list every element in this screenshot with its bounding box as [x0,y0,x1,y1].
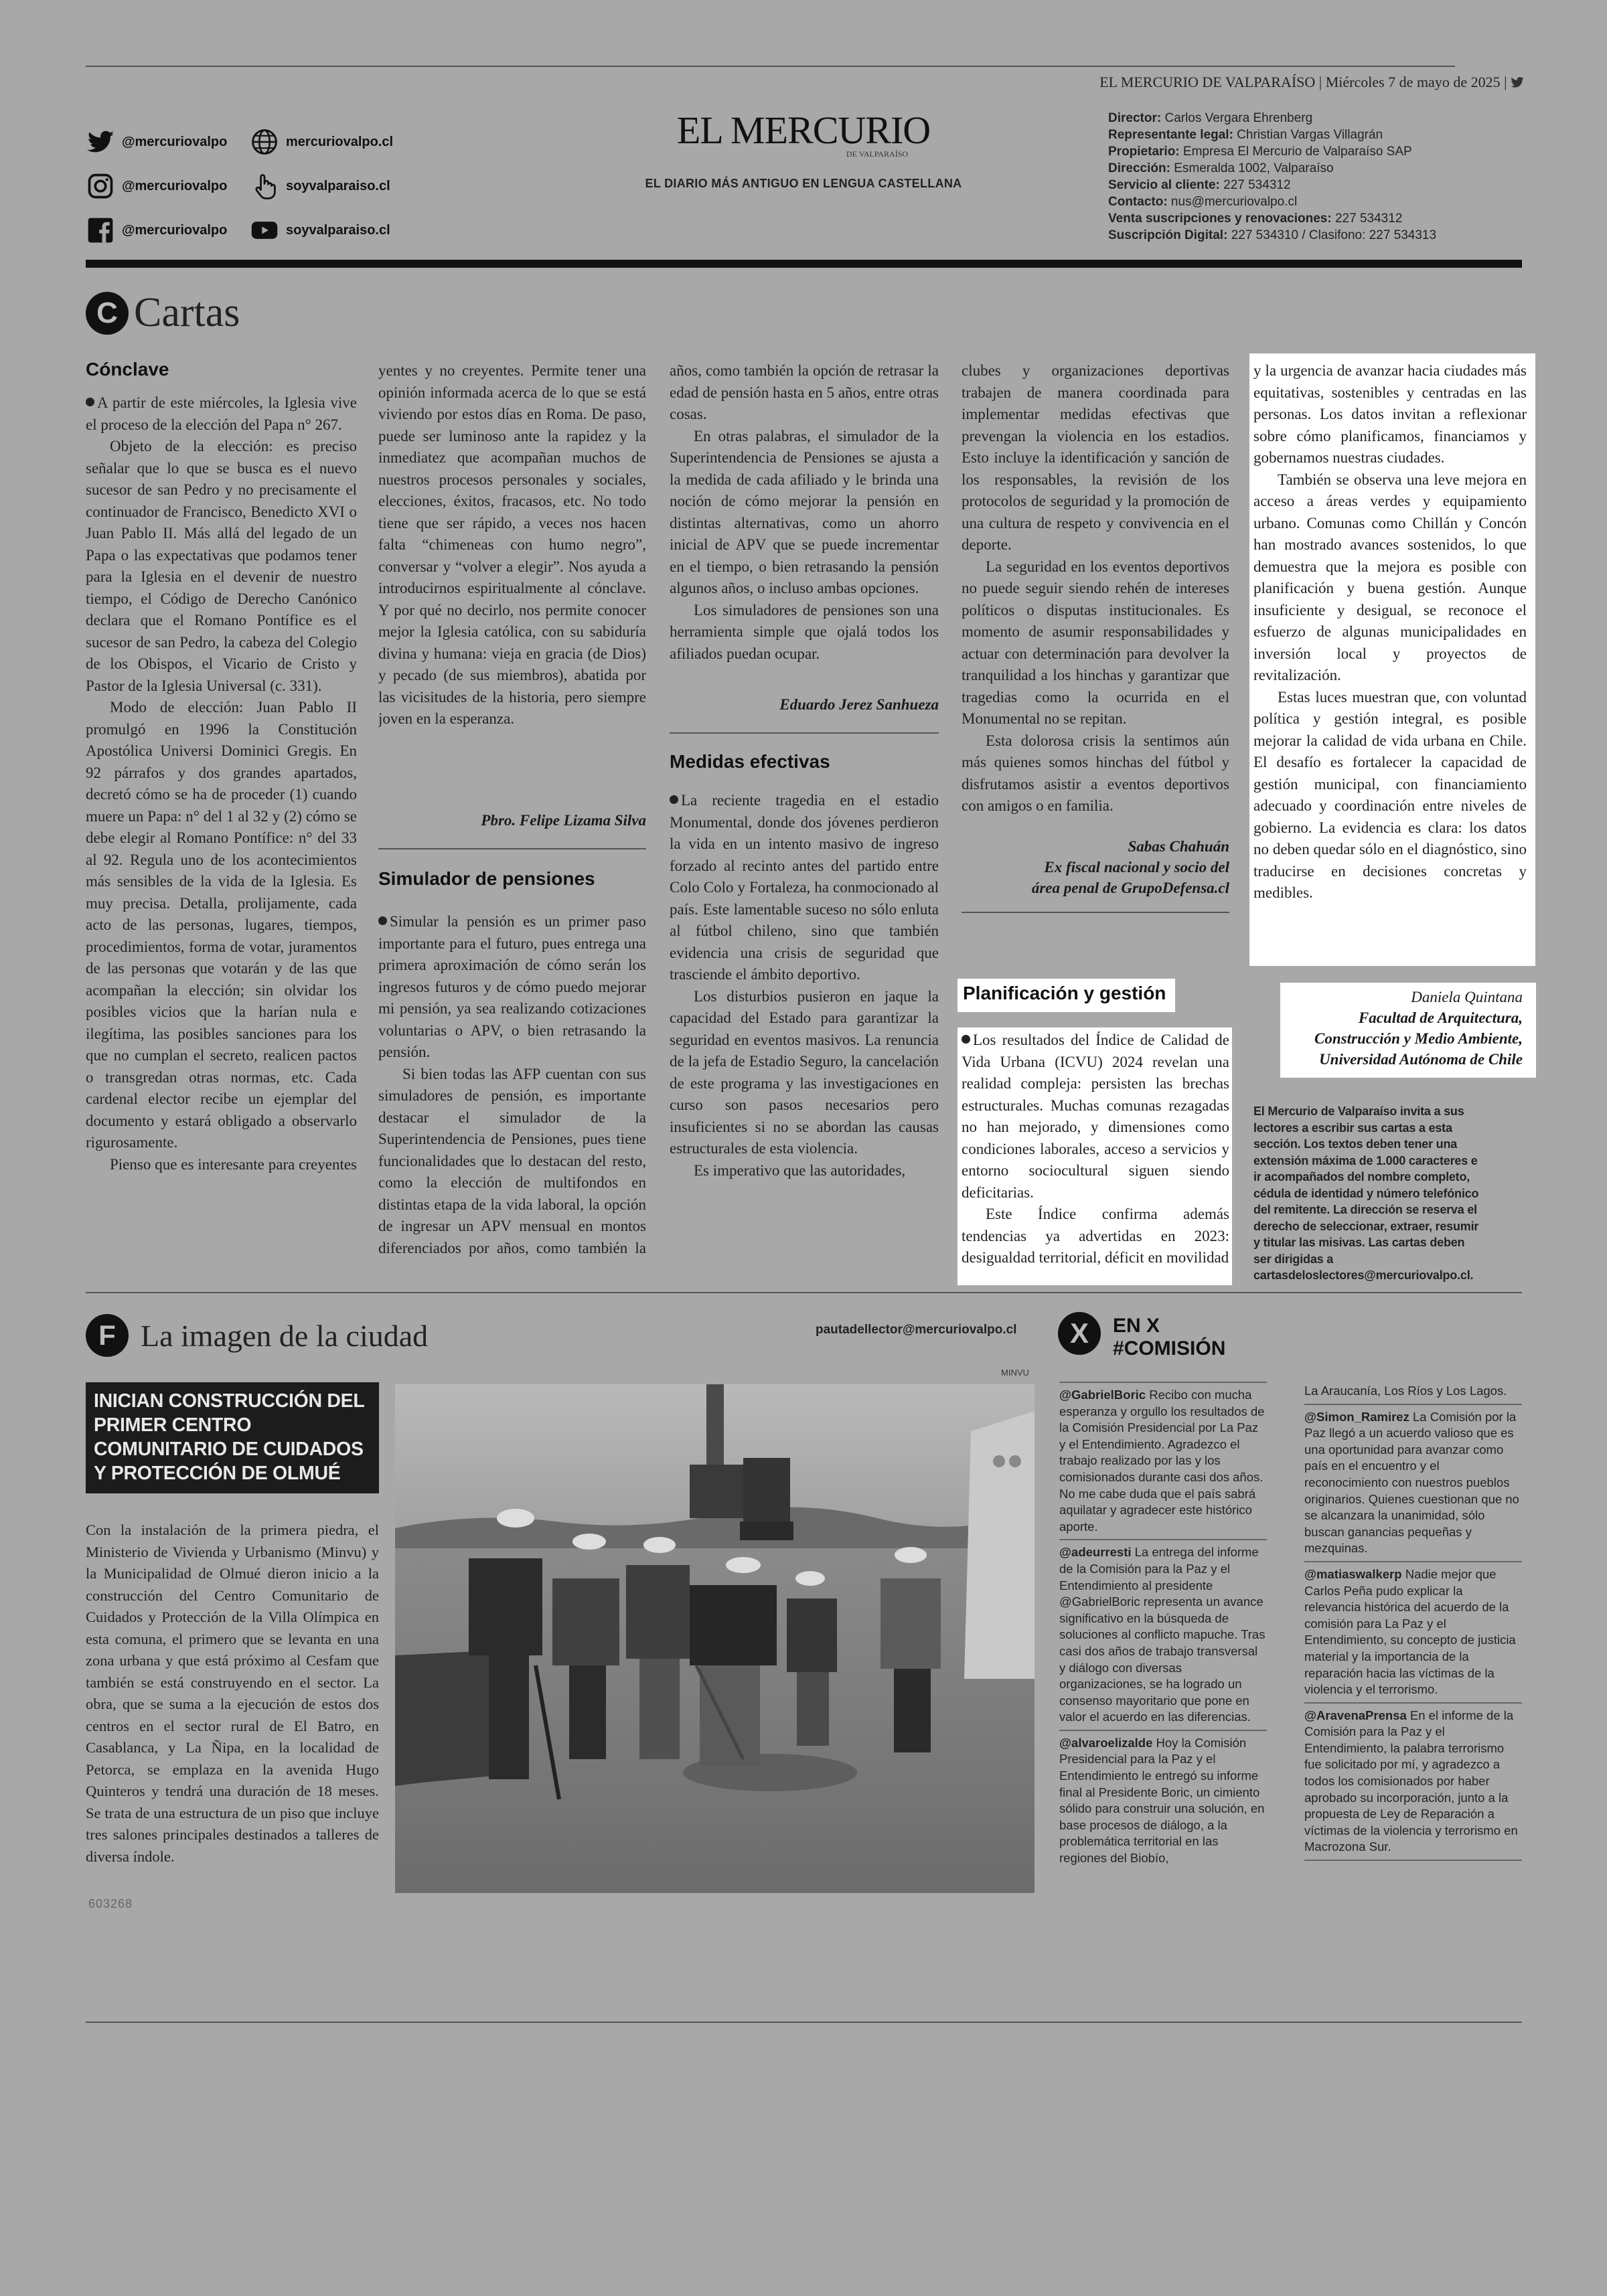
section-divider [86,1292,1522,1293]
x-post: @alvaroelizalde Hoy la Comisión Presidencial para la Paz y el Entendimiento le entregó su informe final al Presidente Boric, un cimiento sólido para construir una solución, en base procesos de diálogo, a la problemática territorial en las regiones del Biobío, [1059,1735,1265,1866]
x-section-header [1058,1312,1225,1360]
letter-signature: Sabas Chahuán Ex fiscal nacional y socio del área penal de GrupoDefensa.cl [1031,837,1229,896]
social-facebook[interactable]: @mercuriovalpo [86,216,227,245]
letter-body: Simular la pensión es un primer paso importante para el futuro, pues entrega una primera aproximación de cómo serán los ingresos futuros y de cómo puedo mejorar mi pensión, ya sea realizando cotizaciones voluntarias o APV, o bien retrasando la pensión. Si bien todas las AFP cuentan con sus simuladores de pensión, es importante destacar el simulador de la Superintendencia de Pensiones, pues tiene funcionalidades que lo destacan del resto, como la elección de multifondos en distintas etapa de la vida laboral, la opción de ingresar un APV mensual en montos diferenciados por años, como también la [378,913,646,1256]
staff-line: Director: Carlos Vergara Ehrenberg [1108,111,1313,125]
x-logo-icon: X [1058,1312,1101,1355]
x-post-continuation: La Araucanía, Los Ríos y Los Lagos. [1304,1384,1507,1398]
letter-signature: Daniela Quintana Facultad de Arquitectura, Construcción y Medio Ambiente, Universidad Autónoma de Chile [1314,989,1523,1068]
social-twitter[interactable]: @mercuriovalpo [86,127,227,157]
twitter-icon [86,127,115,157]
cartas-section-header [86,289,240,337]
x-post: @AravenaPrensa En el informe de la Comisión para la Paz y el Entendimiento, la palabra terrorismo fue solicitado por mí, y agradezco a todos los comisionados por haber aprobado su incorporación, junto a la propuesta de Ley de Reparación a víctimas de la violencia y terrorismo en Macrozona Sur. [1304,1708,1518,1854]
social-instagram[interactable]: @mercuriovalpo [86,171,227,201]
imagen-headline-box [86,1382,379,1493]
x-section-title: EN X #COMISIÓN [1113,1315,1226,1360]
hand-pointer-icon [250,171,279,201]
globe-icon [250,127,279,157]
letters-notice: El Mercurio de Valparaíso invita a sus lectores a escribir sus cartas a esta sección. Los textos deben tener una extensión máxima de 1.000 caracteres e ir acompañados del nombre completo, cédula de identidad y número telefónico del remitente. La dirección se reserva el derecho de seleccionar, extraer, resumir y titular las misivas. Las cartas deben ser dirigidas a cartasdeloslectores@mercuriovalpo.cl. [1253,1104,1479,1282]
letter-column-4: clubes y organizaciones deportivas trabajen de manera coordinada para implementar medidas efectivas que prevengan la violencia en los estadios. Esto incluye la identificación y sanción de los responsables, la revisión de los protocolos de seguridad y la promoción de una cultura de respeto y convivencia en el deporte. La seguridad en los eventos deportivos no puede seguir siendo rehén de intereses políticos o disputas institucionales. Es momento de asumir responsabilidades y actuar con determinación para devolver la tranquilidad a los hinchas y garantizar que tragedias como la ocurrida en el Monumental no se repitan. Esta dolorosa crisis la sentimos aún más quienes somos hinchas del fútbol y disfrutamos asistir a eventos deportivos con amigos o en familia. Sabas Chahuán Ex fiscal nacional y socio del área penal de GrupoDefensa.cl [962,360,1229,913]
staff-line: Representante legal: Christian Vargas Villagrán [1108,128,1383,142]
x-post: @GabrielBoric Recibo con mucha esperanza y orgullo los resultados de la Comisión Presidencial por La Paz y el Entendimiento. Agradezco el trabajo realizado por las y los comisionados durante casi dos años. No me cabe duda que el país sabrá aquilatar y agradecer este histórico aporte. [1059,1388,1265,1534]
social-website[interactable]: mercuriovalpo.cl [250,127,393,157]
photo-credit: MINVU [1001,1368,1029,1378]
social-soyvalparaiso[interactable]: soyvalparaiso.cl [250,171,390,201]
construction-photo [395,1384,1035,1893]
letter-body: A partir de este miércoles, la Iglesia vive el proceso de la elección del Papa n° 267. Objeto de la elección: es preciso señalar que lo que se busca es el nuevo sucesor de san Pedro y no precisamente el continuador de Francisco, Benedicto XVI o Juan Pablo II. Más allá del legado de un Papa o las expectativas que podamos tener para la Iglesia en el devenir de nuestro tiempo, el Código de Derecho Canónico declara que el Romano Pontífice es el sucesor de san Pedro, la cabeza del Colegio de los Obispos, el Vicario de Cristo y Pastor de la Iglesia Universal (c. 331). Modo de elección: Juan Pablo II promulgó en 1996 la Constitución Apostólica Universi Dominici Gregis. En 92 párrafos y dos grandes apartados, decretó cómo se ha de proceder (1) cuando muere un Papa: n° del 1 al 32 y (2) cómo se debe elegir al Romano Pontífice: n° del 33 al 92. Regula uno de los acontecimientos más sensibles de la vida de la Iglesia. Es muy precisa. Detalla, prolijamente, cada acto de las personas, lugares, tiempos, procedimientos, forma de votar, juramentos de las personas que votarán y de las que acompañan la elección; sin olvidar los posibles vicios que la harían nula e ilegítima, las posibles sanciones para los que no cumplan el secreto, realicen pactos o transgredan otras normas, etc. Cada cardenal elector recibe un ejemplar del documento y estará obligado a observarlo rigurosamente. Pienso que es interesante para creyentes [86,394,357,1173]
imagen-text: Con la instalación de la primera piedra, el Ministerio de Vivienda y Urbanismo (Minvu) y la Municipalidad de Olmué dieron inicio a la construcción del Centro Comunitario de Cuidados y Protección de la Villa Olímpica en esta comuna, el primero que se levanta en una zona urbana y que está próximo al Cesfam que también se está construyendo en el sector. La obra, que se suma a la ejecución de estos dos centros en el sector rural de El Batro, en Casablanca, y La Ñipa, en la localidad de Petorca, se emplaza en la avenida Hugo Quinteros y tendrá una duración de 18 meses. Se trata de una estructura de un piso que incluye tres salones principales destinados a talleres de diversa índole. [86,1522,379,1865]
letter-continuation: yentes y no creyentes. Permite tener una opinión informada acerca de lo que se está viviendo por estos días en Roma. De paso, puede ser luminoso ante la rapidez y la inmediatez que acompañan muchos de nuestros procesos personales y sociales, elecciones, éxitos, fracasos, etc. No todo tiene que ser rápido, a veces nos hacen falta “chimeneas con humo negro”, conversar y “volver a elegir”. Nos ayuda a introducirnos espiritualmente al cónclave. Y por qué no decirlo, nos permite conocer mejor la Iglesia católica, con su sabiduría divina y humana: vieja en gracia (de Dios) y pecado (de sus miembros), abatida por las vicisitudes de la historia, pero siempre joven en la esperanza. [378,362,646,727]
staff-line: Contacto: nus@mercuriovalpo.cl [1108,195,1298,209]
section-title: Cartas [134,290,240,335]
masthead-logo: EL MERCURIO DE VALPARAÍSO [676,108,931,159]
letter-column-3: años, como también la opción de retrasar la edad de pensión hasta en 5 años, entre otras cosas. En otras palabras, el simulador de la Superintendencia de Pensiones se ajusta a la medida de cada afiliado y le brinda una noción de cómo mejorar la pensión en distintas alternativas, como un ahorro inicial de APV que se puede incrementar en el tiempo, o bien retrasando la pensión algunos años, o incluso ambas opciones. Los simuladores de pensiones son una herramienta simple que ojalá todos los afiliados puedan ocupar. Eduardo Jerez Sanhueza Medidas efectivas La reciente tragedia en el estadio Monumental, donde dos jóvenes perdieron la vida en un intento masivo de ingreso forzado al recinto antes del partido entre Colo Colo y Fortaleza, ha conmocionado al país. Este lamentable suceso no sólo enluta al fútbol chileno, sino que también evidencia una crisis de seguridad que trasciende el ámbito deportivo. Los disturbios pusieron en jaque la capacidad del Estado para garantizar la seguridad en eventos masivos. La renuncia de la jefa de Estadio Seguro, la cancelación de este programa y las investigaciones en curso son pasos necesarios pero insuficientes si no se abordan las causas estructurales de esta violencia. Es imperativo que las autoridades, [670,362,939,1179]
social-youtube[interactable]: soyvalparaiso.cl [250,216,390,245]
letter-body: Los resultados del Índice de Calidad de Vida Urbana (ICVU) 2024 revelan una realidad compleja: persisten las brechas estructurales. Muchas comunas rezagadas no han mejorado, y dimensiones como condiciones laborales, acceso a servicios y entorno sociocultural siguen siendo deficitarias. Este Índice confirma además tendencias ya advertidas en 2023: desigualdad territorial, déficit en movilidad [962,1032,1229,1266]
instagram-icon [86,171,115,201]
letter-signature: Pbro. Felipe Lizama Silva [481,812,646,829]
letter-title: Simulador de pensiones [378,868,595,889]
twitter-icon [1511,74,1524,85]
letter-signature: Eduardo Jerez Sanhueza [779,696,939,713]
facebook-icon [86,216,115,245]
bullet-icon [962,1035,970,1044]
letter-column-1 [86,359,357,1175]
dateline: EL MERCURIO DE VALPARAÍSO | Miércoles 7 de mayo de 2025 | [1099,74,1524,91]
letter-column-2 [378,360,646,1258]
x-post: @adeurresti La entrega del informe de la Comisión para la Paz y el Entendimiento al presidente @GabrielBoric representa un avance significativo en la búsqueda de soluciones al conflicto mapuche. Tras casi dos años de trabajo transversal y diálogo con diversas organizaciones, se ha logrado un consenso mayoritario que pone en valor el acuerdo en las diferencias. [1059,1545,1266,1724]
ad-code: 603268 [88,1897,133,1910]
imagen-headline: INICIAN CONSTRUCCIÓN DEL PRIMER CENTRO COMUNITARIO DE CUIDADOS Y PROTECCIÓN DE OLMUÉ [94,1390,364,1484]
section-title: La imagen de la ciudad [141,1318,429,1353]
staff-line: Servicio al cliente: 227 534312 [1108,178,1291,192]
x-post: @matiaswalkerp Nadie mejor que Carlos Peña pudo explicar la relevancia histórica del acuerdo de la comisión para La Paz y el Entendimiento, su concepto de justicia material y la importancia de la reparación hacia las víctimas de la violencia y el terrorismo. [1304,1566,1516,1697]
staff-line: Suscripción Digital: 227 534310 / Clasifono: 227 534313 [1108,228,1437,242]
letter-title: Medidas efectivas [670,751,830,772]
staff-box [1108,110,1483,244]
letter-title: Planificación y gestión [963,983,1166,1003]
masthead-rule [86,260,1522,268]
reader-email-link[interactable]: pautadellector@mercuriovalpo.cl [816,1323,1017,1337]
bottom-rule [86,2022,1522,2023]
section-f-badge: F [86,1314,129,1357]
x-posts-col1 [1059,1378,1267,1867]
bullet-icon [670,795,678,804]
staff-line: Propietario: Empresa El Mercurio de Valparaíso SAP [1108,145,1412,159]
youtube-icon [250,216,279,245]
letter-title: Cónclave [86,359,169,380]
section-c-badge: C [86,292,129,335]
bullet-icon [86,398,94,406]
letter-column-5: y la urgencia de avanzar hacia ciudades más equitativas, sostenibles y centradas en las personas. Los datos invitan a reflexionar sobre cómo planificamos, financiamos y gobernamos nuestras ciudades. También se observa una leve mejora en acceso a áreas verdes y equipamiento urbano. Comunas como Chillán y Concón han mostrado avances sostenidos, lo que demuestra que la mejora es posible con planificación y buena gestión. Aunque insuficiente y desigual, se reconoce el esfuerzo de algunas municipalidades en inversión local y proyectos de revitalización. Estas luces muestran que, con voluntad política y gestión integral, es posible mejorar la calidad de vida urbana en Chile. El desafío es fortalecer la capacidad de gestión municipal, con financiamiento adecuado y coordinación entre niveles de gobierno. La evidencia es clara: los datos no deben quedar sólo en el diagnóstico, sino traducirse en decisiones concretas y medibles. [1253,362,1527,901]
x-posts-col2 [1304,1379,1522,1865]
letter-body-cont [378,360,646,795]
masthead-tagline: EL DIARIO MÁS ANTIGUO EN LENGUA CASTELLANA [645,177,962,190]
x-post: @Simon_Ramirez La Comisión por la Paz llegó a un acuerdo valioso que es una oportunidad para avanzar como país en el encuentro y el reconocimiento con nuestros pueblos originarios. Quienes cuestionan que no se alcanzara la unanimidad, sólo buscan ganancias pequeñas y mezquinas. [1304,1409,1519,1556]
staff-line: Dirección: Esmeralda 1002, Valparaíso [1108,161,1334,175]
staff-line: Venta suscripciones y renovaciones: 227 534312 [1108,212,1403,226]
imagen-section-header [86,1314,428,1357]
bullet-icon [378,916,387,925]
